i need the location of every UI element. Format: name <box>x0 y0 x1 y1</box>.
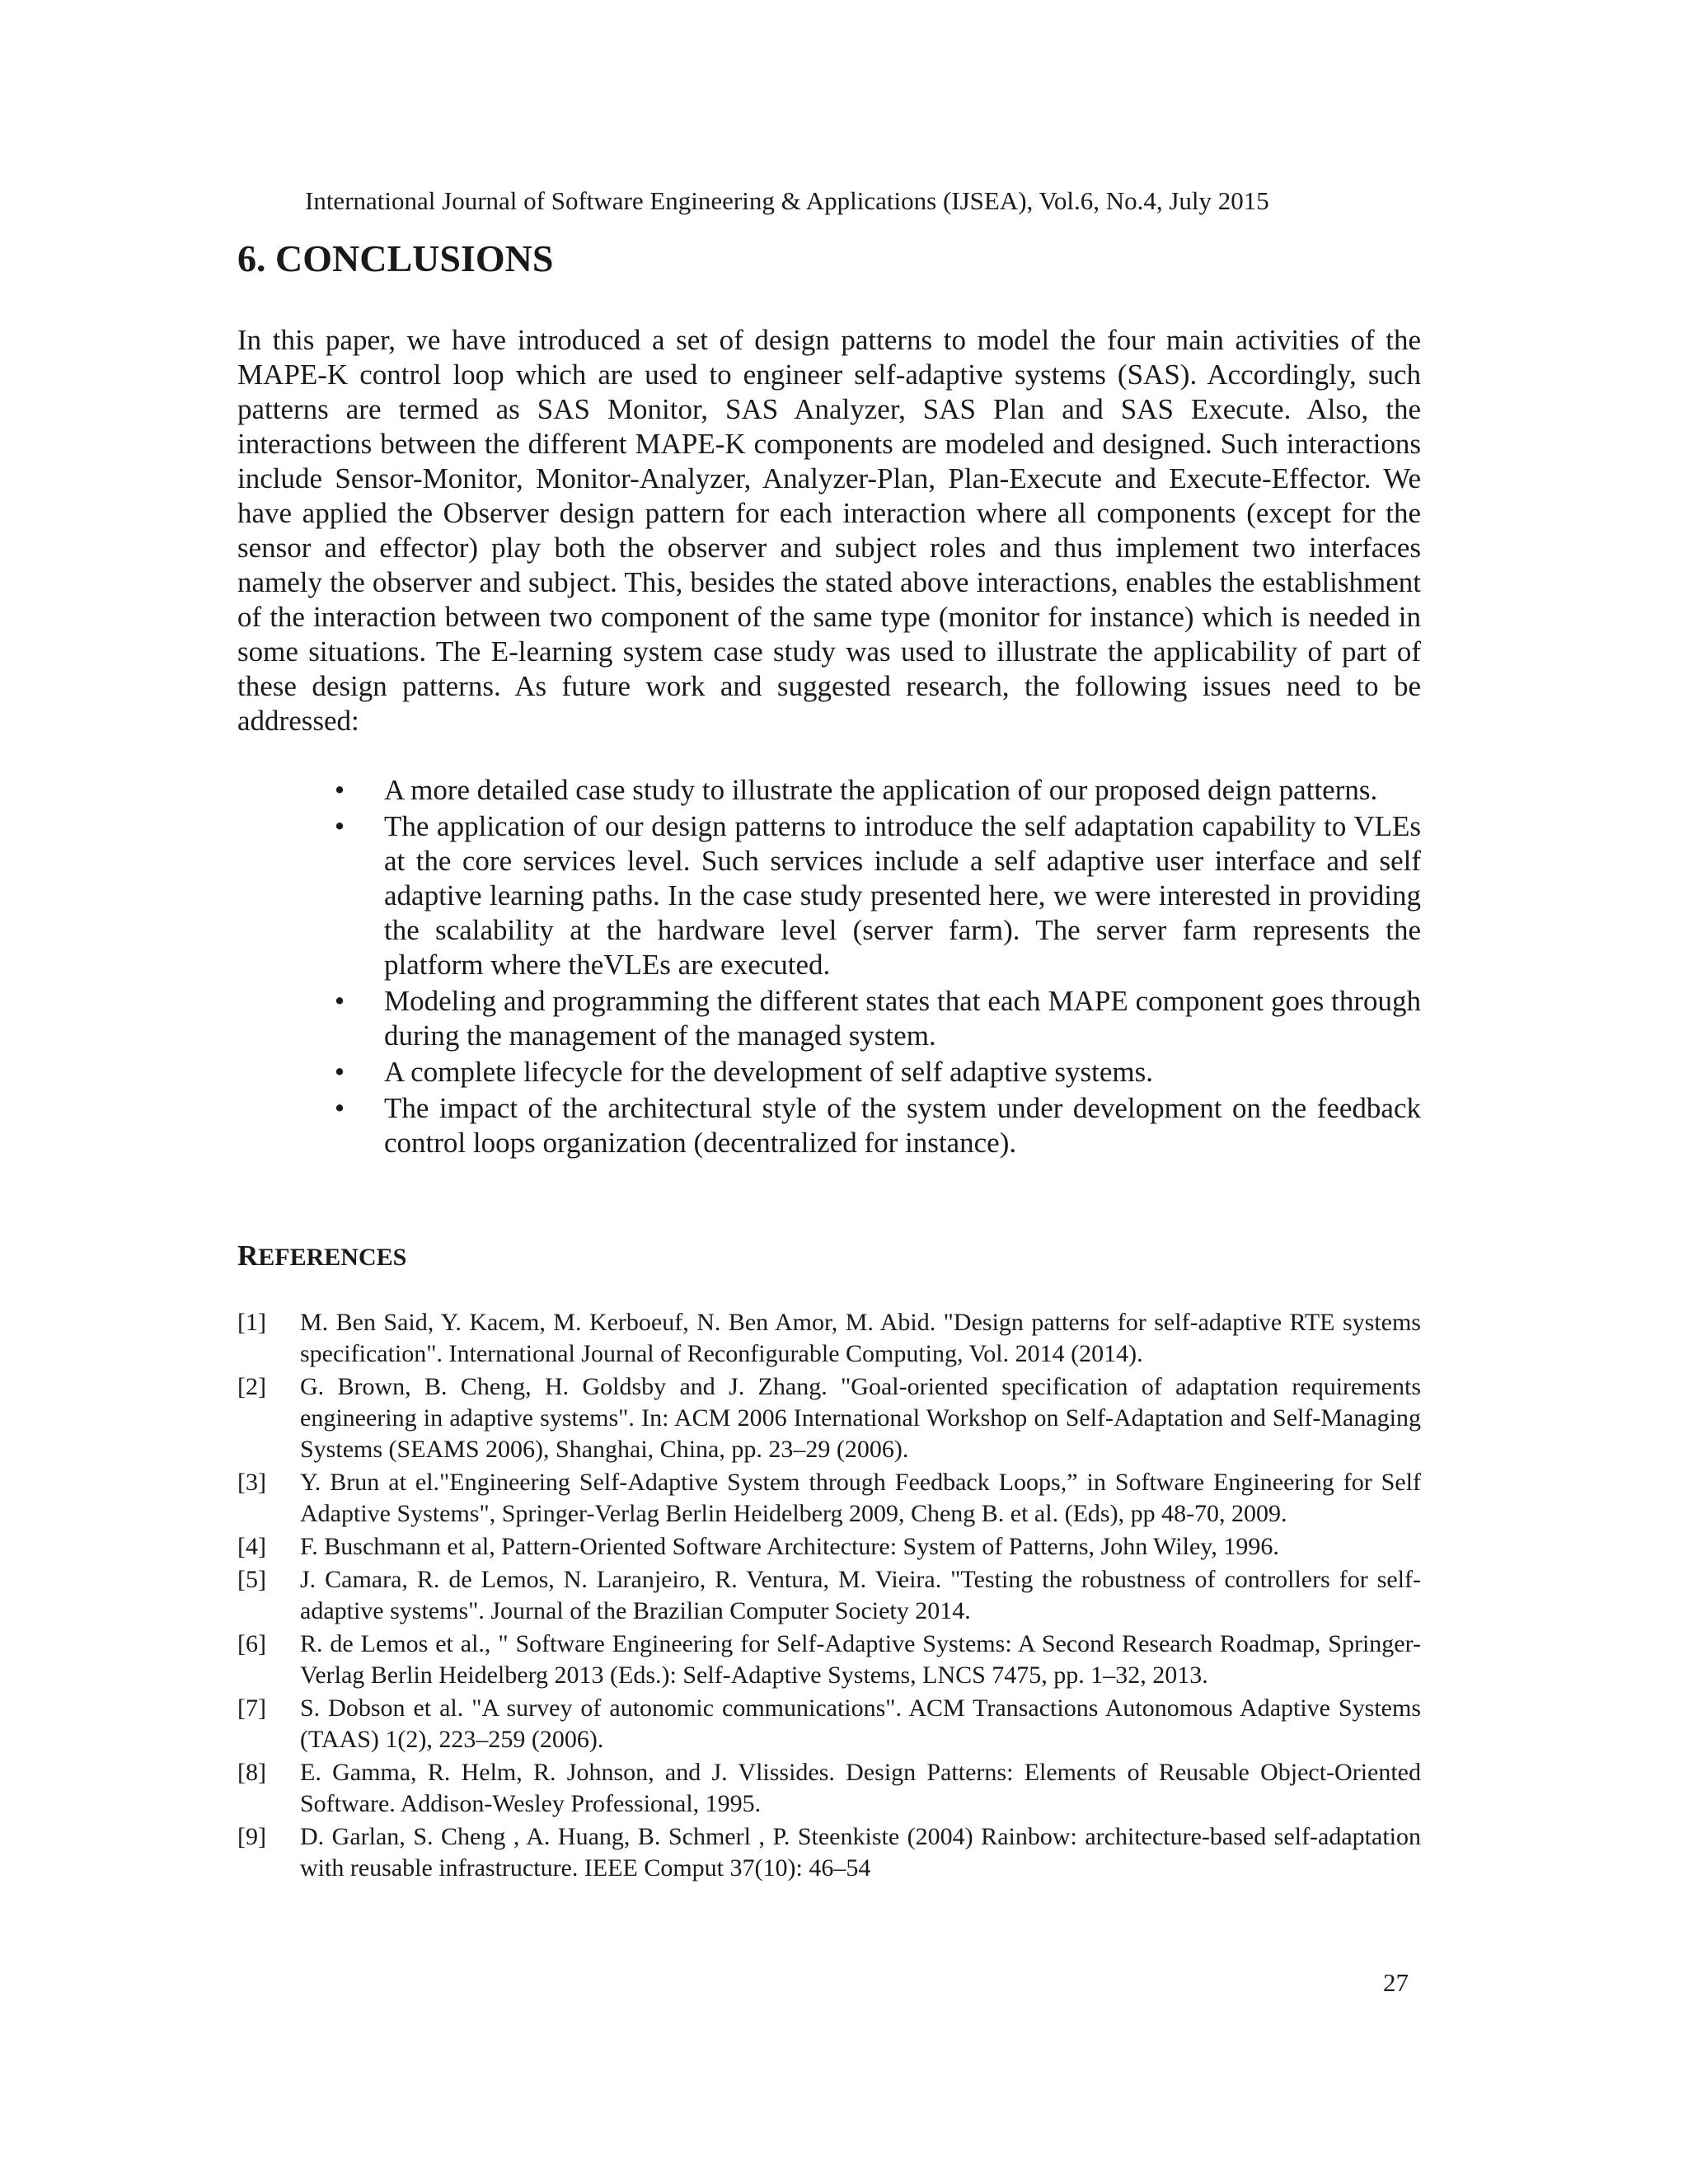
reference-text: R. de Lemos et al., " Software Engineering for Self-Adaptive Systems: A Second Research Roadmap, Springer-Verlag Berlin Heidelberg 2013 (Eds.): Self-Adaptive Systems, LNCS 7475, pp. 1–32, 2013. <box>300 1630 1421 1689</box>
list-item-text: A complete lifecycle for the development of self adaptive systems. <box>384 1056 1154 1088</box>
bullet-icon: • <box>334 774 345 806</box>
list-item <box>330 773 1421 808</box>
reference-text: J. Camara, R. de Lemos, N. Laranjeiro, R. Ventura, M. Vieira. "Testing the robustness of controllers for self-adaptive systems". Journal of the Brazilian Computer Society 2014. <box>300 1566 1421 1624</box>
reference-item <box>237 1307 1421 1370</box>
references-heading <box>237 1238 406 1276</box>
reference-number: [6] <box>237 1630 266 1657</box>
reference-number: [7] <box>237 1694 266 1722</box>
list-item <box>330 1055 1421 1090</box>
page-number: 27 <box>1383 1968 1409 1997</box>
list-item <box>330 809 1421 982</box>
bullet-icon: • <box>334 1092 345 1124</box>
reference-text: E. Gamma, R. Helm, R. Johnson, and J. Vlissides. Design Patterns: Elements of Reusable Object-Oriented Software. Addison-Wesley Professional, 1995. <box>300 1759 1421 1817</box>
reference-item <box>237 1531 1421 1563</box>
reference-item <box>237 1564 1421 1627</box>
future-work-list <box>330 773 1421 1162</box>
reference-item <box>237 1757 1421 1820</box>
reference-number: [8] <box>237 1759 266 1786</box>
reference-item <box>237 1629 1421 1691</box>
list-item-text: The impact of the architectural style of the system under development on the feedback control loops organization (decentralized for instance). <box>384 1092 1421 1159</box>
reference-number: [9] <box>237 1823 266 1850</box>
reference-text: G. Brown, B. Cheng, H. Goldsby and J. Zhang. "Goal-oriented specification of adaptation requirements engineering in adaptive systems". In: ACM 2006 International Workshop on Self-Adaptation and Self-Managing Systems (SEAMS 2006), Shanghai, China, pp. 23–29 (2006). <box>300 1373 1421 1463</box>
bullet-icon: • <box>334 810 345 842</box>
conclusions-paragraph: In this paper, we have introduced a set of design patterns to model the four main activities of the MAPE-K control loop which are used to engineer self-adaptive systems (SAS). Accordingly, such patterns are termed as SAS Monitor, SAS Analyzer, SAS Plan and SAS Execute. Also, the interactions between the different MAPE-K components are modeled and designed. Such interactions include Sensor-Monitor, Monitor-Analyzer, Analyzer-Plan, Plan-Execute and Execute-Effector. We have applied the Observer design pattern for each interaction where all components (except for the sensor and effector) play both the observer and subject roles and thus implement two interfaces namely the observer and subject. This, besides the stated above interactions, enables the establishment of the interaction between two component of the same type (monitor for instance) which is needed in some situations. The E-learning system case study was used to illustrate the applicability of part of these design patterns. As future work and suggested research, the following issues need to be addressed: <box>237 324 1421 737</box>
reference-item <box>237 1821 1421 1884</box>
reference-item <box>237 1371 1421 1465</box>
reference-number: [2] <box>237 1373 266 1400</box>
reference-item <box>237 1693 1421 1755</box>
reference-text: M. Ben Said, Y. Kacem, M. Kerboeuf, N. Ben Amor, M. Abid. "Design patterns for self-adaptive RTE systems specification". International Journal of Reconfigurable Computing, Vol. 2014 (2014). <box>300 1309 1421 1367</box>
section-title: 6. CONCLUSIONS <box>237 237 554 279</box>
list-item-text: A more detailed case study to illustrate the application of our proposed deign patterns. <box>384 774 1378 806</box>
bullet-icon: • <box>334 1056 345 1088</box>
reference-text: Y. Brun at el."Engineering Self-Adaptive System through Feedback Loops,” in Software Engineering for Self Adaptive Systems", Springer-Verlag Berlin Heidelberg 2009, Cheng B. et al. (Eds), pp 48-70, 2009. <box>300 1469 1421 1527</box>
reference-text: S. Dobson et al. "A survey of autonomic communications". ACM Transactions Autonomous Adaptive Systems (TAAS) 1(2), 223–259 (2006). <box>300 1694 1421 1753</box>
reference-number: [3] <box>237 1469 266 1496</box>
list-item <box>330 1091 1421 1160</box>
list-item <box>330 984 1421 1053</box>
reference-number: [5] <box>237 1566 266 1593</box>
list-item-text: The application of our design patterns to introduce the self adaptation capability to VLEs at the core services level. Such services include a self adaptive user interface and self adaptive learning paths. In the case study presented here, we were interested in providing the scalability at the hardware level (server farm). The server farm represents the platform where theVLEs are executed. <box>384 810 1421 981</box>
reference-text: F. Buschmann et al, Pattern-Oriented Software Architecture: System of Patterns, John Wiley, 1996. <box>300 1533 1279 1560</box>
reference-number: [1] <box>237 1309 266 1336</box>
bullet-icon: • <box>334 985 345 1017</box>
reference-number: [4] <box>237 1533 266 1560</box>
reference-item <box>237 1467 1421 1530</box>
references-list <box>237 1307 1421 1886</box>
journal-header: International Journal of Software Engineering & Applications (IJSEA), Vol.6, No.4, July 2015 <box>305 186 1269 215</box>
references-heading-initial: R <box>237 1240 259 1272</box>
list-item-text: Modeling and programming the different states that each MAPE component goes through during the management of the managed system. <box>384 985 1421 1052</box>
reference-text: D. Garlan, S. Cheng , A. Huang, B. Schmerl , P. Steenkiste (2004) Rainbow: architecture-based self-adaptation with reusable infrastructure. IEEE Comput 37(10): 46–54 <box>300 1823 1421 1882</box>
references-heading-rest: EFERENCES <box>258 1244 407 1271</box>
